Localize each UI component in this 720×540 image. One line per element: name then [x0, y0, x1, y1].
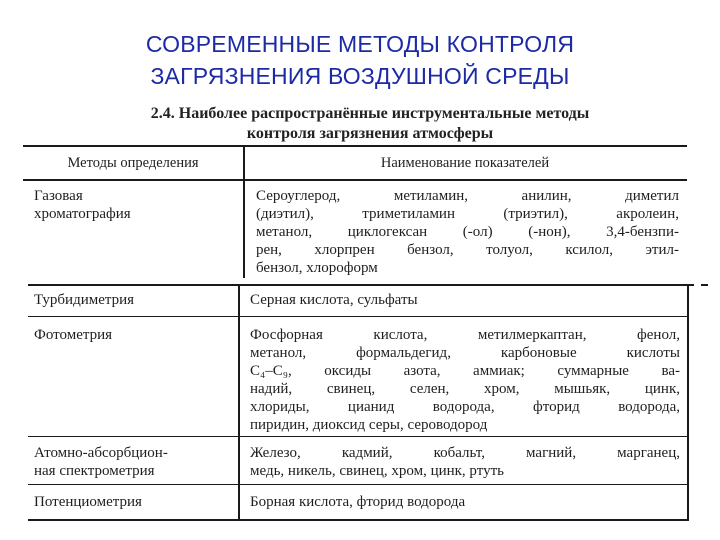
table-right-rule — [687, 285, 689, 521]
column-header-methods: Методы определения — [67, 155, 199, 171]
indicator-line: Сероуглерод, метиламин, анилин, диметил — [256, 188, 679, 204]
method-line: Турбидиметрия — [34, 292, 135, 308]
indicator-line: медь, никель, свинец, хром, цинк, ртуть — [250, 463, 504, 479]
column-header-indicators: Наименование показателей — [380, 155, 550, 171]
method-line: Газовая — [34, 188, 83, 204]
slide-title — [0, 28, 720, 92]
slide-title-line: ЗАГРЯЗНЕНИЯ ВОЗДУШНОЙ СРЕДЫ — [150, 63, 570, 89]
indicator-line: (диэтил), триметиламин (триэтил), акролеин, — [256, 206, 679, 222]
method-cell — [34, 187, 239, 223]
indicator-cell — [250, 326, 680, 434]
method-cell — [34, 493, 234, 511]
table-caption-line: 2.4. Наиболее распространённые инструментальные методы — [150, 105, 590, 122]
indicator-cell — [250, 493, 680, 511]
header-bottom-rule — [23, 179, 687, 181]
slide-title-line: СОВРЕМЕННЫЕ МЕТОДЫ КОНТРОЛЯ — [145, 31, 575, 57]
indicator-line: метанол, циклогексан (-ол) (-нон), 3,4-бензпи- — [256, 224, 679, 240]
table-caption-line: контроля загрязнения атмосферы — [246, 125, 494, 142]
method-line: Фотометрия — [34, 327, 113, 343]
indicator-line: рен, хлорпрен бензол, толуол, ксилол, этил- — [256, 242, 679, 258]
row-rule — [28, 284, 694, 286]
row-rule — [28, 484, 688, 485]
indicator-cell — [256, 187, 679, 277]
indicator-line: Серная кислота, сульфаты — [250, 292, 418, 308]
table-bottom-rule — [28, 519, 689, 521]
indicator-cell — [250, 291, 680, 309]
method-line: хроматография — [34, 206, 131, 222]
row-rule — [28, 316, 688, 317]
indicator-line: бензол, хлороформ — [256, 260, 378, 276]
indicator-line: хлориды, цианид водорода, фторид водорода, — [250, 399, 680, 415]
table-caption — [70, 104, 670, 144]
indicator-line: С₄–С₉, оксиды азота, аммиак; суммарные ва- — [250, 363, 680, 379]
indicator-cell — [250, 444, 680, 480]
table-top-rule — [23, 145, 687, 147]
indicator-line: надий, свинец, селен, хром, мышьяк, цинк, — [250, 381, 680, 397]
indicator-line: Борная кислота, фторид водорода — [250, 494, 466, 510]
method-line: ная спектрометрия — [34, 463, 155, 479]
indicator-line: Фосфорная кислота, метилмеркаптан, фенол, — [250, 327, 680, 343]
method-line: Атомно-абсорбцион- — [34, 445, 168, 461]
method-cell — [34, 326, 234, 344]
method-cell — [34, 291, 234, 309]
method-cell — [34, 444, 234, 480]
indicator-line: Железо, кадмий, кобальт, магний, марганец, — [250, 445, 680, 461]
method-line: Потенциометрия — [34, 494, 142, 510]
indicator-line: пиридин, диоксид серы, сероводород — [250, 417, 488, 433]
column-divider-lower — [238, 285, 240, 520]
indicator-line: метанол, формальдегид, карбоновые кислоты — [250, 345, 680, 361]
row-rule — [28, 436, 688, 437]
row-rule-mark — [701, 284, 708, 286]
